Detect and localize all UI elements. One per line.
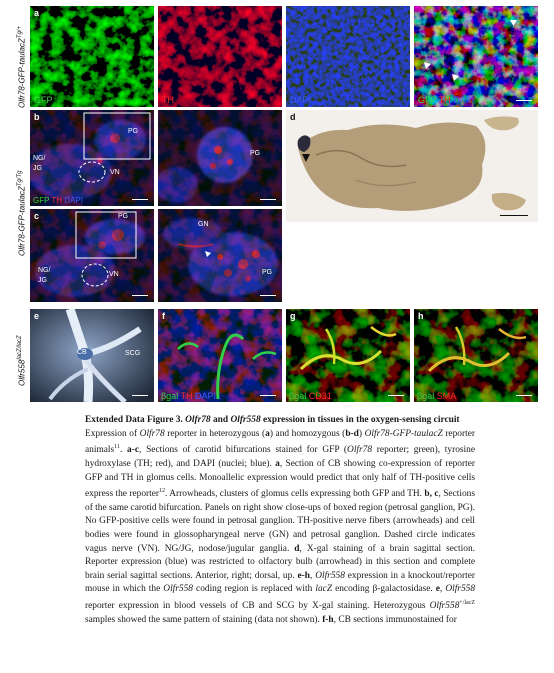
caption-title-gene1: Olfr78 — [185, 415, 211, 425]
label-pg: PG — [262, 269, 273, 276]
caption-citation: 12 — [159, 488, 166, 495]
scale-bar — [388, 395, 404, 397]
panel-b-overview — [30, 110, 154, 206]
panel-g-image — [286, 309, 410, 402]
caption-text: ) — [358, 428, 365, 439]
panel-a-merge-image — [414, 6, 538, 107]
row-label-eh — [17, 335, 27, 386]
caption-text: . — [119, 445, 128, 456]
panel-a-th-image — [158, 6, 282, 107]
caption-text: , — [309, 570, 316, 581]
row-label-eh-sup: lacZ/lacZ — [17, 335, 23, 360]
row-label-a-text: Olfr78-GFP-taulacZ — [17, 38, 27, 108]
panel-d-xgal — [286, 110, 538, 222]
panel-a-merge — [414, 6, 538, 107]
scale-bar — [132, 295, 148, 297]
panel-f — [158, 309, 282, 402]
panel-h-letter: h — [418, 311, 424, 321]
channel-bgal: βgal — [289, 391, 307, 401]
caption-text: reporter in heterozygous ( — [164, 428, 266, 439]
scale-bar — [260, 199, 276, 201]
caption-text: . Arrowheads, clusters of glomus cells expressing both GFP and TH. — [165, 489, 425, 500]
caption-citation: 11 — [114, 444, 120, 451]
panel-b-channels — [33, 196, 83, 205]
panel-c-closeup-image — [158, 209, 282, 302]
caption-text: reporter animals — [85, 428, 475, 456]
caption-text: , CB sections immunostained for — [333, 614, 457, 625]
caption-panel-ref: d — [294, 543, 300, 554]
caption-title — [85, 415, 460, 425]
panel-c-letter: c — [34, 211, 40, 221]
caption-gene: Olfr558 — [163, 584, 193, 595]
label-ngjg-1: NG/ — [38, 267, 51, 274]
scale-bar — [260, 295, 276, 297]
panel-f-channels — [161, 391, 216, 401]
caption-gene: Olfr558 — [315, 570, 345, 581]
panel-f-image — [158, 309, 282, 402]
caption-panel-ref: e — [435, 584, 440, 595]
label-ngjg-2: JG — [33, 165, 42, 172]
panel-c-overview-image — [30, 209, 154, 302]
channel-dapi: DAPI — [453, 95, 475, 105]
panel-g-channels — [289, 391, 332, 401]
label-gn: GN — [198, 221, 209, 228]
row-label-bc-sup: Tg/Tg — [17, 170, 23, 187]
caption-text: , Sections of carotid bifurcations stained for GFP ( — [139, 445, 348, 456]
panel-a-th-channel: TH — [162, 95, 174, 105]
caption-text: expression in a knockout/reporter mouse in which the — [85, 570, 476, 595]
scale-bar — [516, 100, 532, 102]
figure-caption — [85, 414, 475, 627]
row-label-bc-text: Olfr78-GFP-taulacZ — [17, 186, 27, 256]
channel-sma: SMA — [436, 391, 457, 401]
scale-bar — [500, 215, 528, 217]
caption-text: encoding β-galactosidase. — [332, 584, 436, 595]
panel-a-merge-channels — [418, 95, 474, 105]
caption-text: reporter expression in blood vessels of CB and SCG by X-gal staining. Heterozygous — [85, 601, 430, 612]
row-label-a-sup: Tg/+ — [17, 26, 23, 39]
panel-h — [414, 309, 538, 402]
channel-dapi: DAPI — [195, 391, 217, 401]
label-pg: PG — [250, 150, 261, 157]
label-ngjg-2: JG — [38, 277, 47, 284]
caption-panel-ref: a-c — [127, 445, 140, 456]
panel-b-closeup — [158, 110, 282, 206]
panel-a-gfp-channel: GFP — [34, 95, 53, 105]
panel-b-letter: b — [34, 112, 40, 122]
caption-title-gene2: Olfr558 — [230, 415, 261, 425]
caption-text: ) and homozygous ( — [269, 428, 346, 439]
panel-a-gfp-image — [30, 6, 154, 107]
channel-cd31: CD31 — [308, 391, 332, 401]
caption-gene: Olfr78 — [347, 445, 373, 456]
panel-c-closeup — [158, 209, 282, 302]
caption-text: coding region is replaced with — [193, 584, 316, 595]
panel-b-overview-image — [30, 110, 154, 206]
panel-f-letter: f — [162, 311, 165, 321]
panel-b-closeup-image — [158, 110, 282, 206]
panel-a-letter: a — [34, 8, 40, 18]
caption-gene: Olfr558 — [429, 601, 460, 612]
panel-c-overview — [30, 209, 154, 302]
caption-gene: Olfr558 — [445, 584, 476, 595]
caption-text: , — [439, 584, 446, 595]
caption-text: reporter; green), tyrosine hydroxylase (TH; red), and DAPI (nuclei; blue). — [85, 445, 476, 469]
caption-panel-ref: b, c — [424, 489, 439, 500]
scale-bar — [132, 395, 148, 397]
caption-genotype-sup: +/lacZ — [459, 599, 475, 606]
caption-panel-ref: f-h — [322, 614, 334, 625]
panel-e-xgal — [30, 309, 154, 402]
caption-title-rest: expression in tissues in the oxygen-sensing circuit — [260, 415, 460, 425]
panel-d-xgal-image — [286, 110, 538, 222]
label-scg: SCG — [125, 350, 141, 357]
row-label-eh-text: Olfr558 — [17, 359, 27, 386]
caption-gene: lacZ — [315, 584, 333, 595]
caption-panel-ref: b-d — [345, 428, 359, 439]
label-vn: VN — [110, 169, 120, 176]
caption-text: , Sections of the same carotid bifurcation. Panels on right show close-ups of boxed region (petrosal ganglion, PG). No GFP-positive cells were found in petrosal ganglion. TH-positive nerve fibers (arrowheads) and cell bodies were found in glossopharyngeal nerve (GN) and petrosal ganglion. Dashed circle indicates vagus nerve (VN). NG/JG, nodose/jugular ganglia. — [85, 489, 476, 554]
row-label-bc — [17, 171, 27, 256]
channel-th: TH — [180, 391, 193, 401]
label-cb: CB — [77, 349, 87, 356]
channel-gfp: GFP — [418, 95, 437, 105]
panel-g — [286, 309, 410, 402]
caption-text: , X-gal staining of a brain sagittal section. Reporter expression (blue) was restricted to olfactory bulb (arrowhead) in this section and complete brain serial sagittal sections. Anterior, right; dorsal, up. — [85, 543, 475, 581]
scale-bar — [260, 395, 276, 397]
panel-a-th — [158, 6, 282, 107]
panel-d-letter: d — [290, 112, 296, 122]
scale-bar — [132, 199, 148, 201]
label-pg: PG — [118, 213, 129, 220]
label-vn: VN — [109, 271, 119, 278]
panel-e-letter: e — [34, 311, 40, 321]
caption-title-and: and — [210, 415, 231, 425]
panel-g-letter: g — [290, 311, 296, 321]
channel-th: TH — [438, 95, 451, 105]
panel-a-dapi — [286, 6, 410, 107]
caption-panel-ref: e-h — [297, 570, 310, 581]
caption-title-prefix: Extended Data Figure 3. — [85, 415, 186, 425]
channel-th: TH — [51, 196, 63, 205]
caption-text: Expression of — [85, 428, 140, 439]
channel-gfp: GFP — [33, 196, 50, 205]
label-pg: PG — [128, 128, 139, 135]
panel-h-channels — [417, 391, 456, 401]
panel-a-dapi-channel: DAPI — [290, 95, 312, 105]
caption-panel-ref: a — [275, 458, 280, 469]
caption-panel-ref: a — [265, 428, 270, 439]
label-ngjg-1: NG/ — [33, 155, 46, 162]
caption-gene: Olfr78 — [139, 428, 165, 439]
channel-dapi: DAPI — [64, 196, 83, 205]
row-label-a — [17, 26, 27, 108]
panel-a-gfp — [30, 6, 154, 107]
panel-a-dapi-image — [286, 6, 410, 107]
caption-text: samples showed the same pattern of staining (data not shown). — [85, 614, 323, 625]
caption-text: , Section of CB showing co-expression of reporter GFP and TH in glomus cells. Monoallelic expression would predict that only half of TH-positive cells express the reporter — [85, 458, 475, 500]
channel-bgal: βgal — [161, 391, 179, 401]
panel-h-image — [414, 309, 538, 402]
caption-gene: Olfr78-GFP-taulacZ — [364, 428, 443, 439]
channel-bgal: βgal — [417, 391, 435, 401]
scale-bar — [516, 395, 532, 397]
